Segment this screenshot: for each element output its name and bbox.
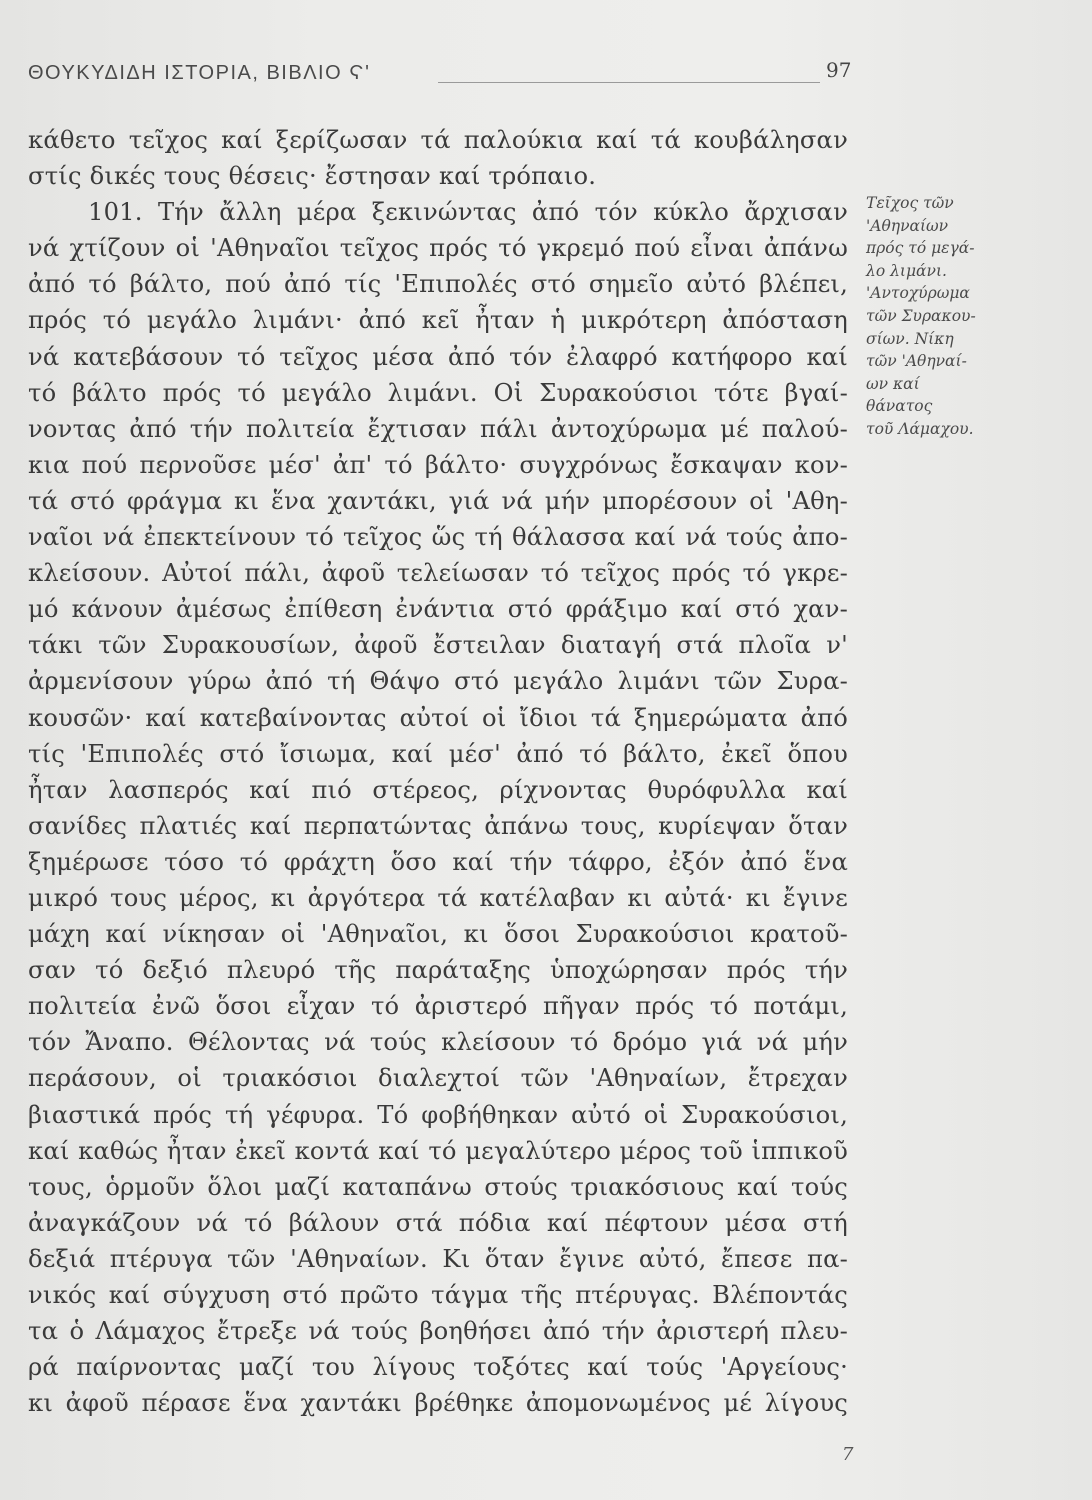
text-line: μάχη καί νίκησαν οἱ 'Αθηναῖοι, κι ὅσοι Συρακούσιοι κρατοῦ-	[28, 920, 848, 949]
text-line: ἀναγκάζουν νά τό βάλουν στά πόδια καί πέφτουν μέσα στή	[28, 1208, 848, 1237]
text-line: νά κατεβάσουν τό τεῖχος μέσα ἀπό τόν ἐλαφρό κατήφορο καί	[28, 342, 848, 371]
margin-note-line: λο λιμάνι.	[866, 261, 947, 280]
margin-note-line: τοῦ Λάμαχου.	[866, 419, 974, 438]
margin-note-line: Τεῖχος τῶν	[866, 194, 954, 212]
text-line: τόν Ἄναπο. Θέλοντας νά τούς κλείσουν τό δρόμο γιά νά μήν	[28, 1028, 848, 1057]
text-line: κια πού περνοῦσε μέσ' ἀπ' τό βάλτο· συγχρόνως ἔσκαψαν κον-	[28, 450, 848, 479]
margin-note-line: θάνατος	[866, 397, 933, 416]
text-line: ἦταν λασπερός καί πιό στέρεος, ρίχνοντας θυρόφυλλα καί	[28, 775, 848, 804]
text-line: σαν τό δεξιό πλευρό τῆς παράταξης ὑποχώρησαν πρός τήν	[28, 956, 848, 985]
text-line: κλείσουν. Αὐτοί πάλι, ἀφοῦ τελείωσαν τό τεῖχος πρός τό γκρε-	[28, 559, 848, 588]
margin-note-line: τῶν Συρακου-	[866, 306, 976, 325]
header-title: ΘΟΥΚΥΔΙΔΗ ΙΣΤΟΡΙΑ, ΒΙΒΛΙΟ Ϛ'	[28, 62, 371, 84]
text-line: στίς δικές τους θέσεις· ἔστησαν καί τρόπαιο.	[28, 162, 597, 191]
text-line: ξημέρωσε τόσο τό φράχτη ὅσο καί τήν τάφρο, ἐξόν ἀπό ἕνα	[28, 847, 848, 876]
text-line: ἀπό τό βάλτο, πού ἀπό τίς 'Επιπολές στό σημεῖο αὐτό βλέπει,	[28, 270, 848, 299]
text-line: τα ὁ Λάμαχος ἔτρεξε νά τούς βοηθήσει ἀπό τήν ἀριστερή πλευ-	[28, 1317, 848, 1346]
text-line: νικός καί σύγχυση στό πρῶτο τάγμα τῆς πτέρυγας. Βλέποντάς	[28, 1281, 848, 1309]
text-line: βιαστικά πρός τή γέφυρα. Τό φοβήθηκαν αὐτό οἱ Συρακούσιοι,	[28, 1100, 848, 1129]
text-line: δεξιά πτέρυγα τῶν 'Αθηναίων. Κι ὅταν ἔγινε αὐτό, ἔπεσε πα-	[28, 1244, 848, 1273]
text-line: νοντας ἀπό τήν πολιτεία ἔχτισαν πάλι ἀντοχύρωμα μέ παλού-	[28, 414, 848, 443]
text-line: κουσῶν· καί κατεβαίνοντας αὐτοί οἱ ἴδιοι τά ξημερώματα ἀπό	[28, 703, 848, 732]
text-line: μό κάνουν ἀμέσως ἐπίθεση ἐνάντια στό φράξιμο καί στό χαν-	[28, 595, 848, 624]
text-line: πολιτεία ἐνῶ ὅσοι εἶχαν τό ἀριστερό πῆγαν πρός τό ποτάμι,	[28, 992, 848, 1021]
page-number: 97	[826, 58, 852, 82]
margin-note-line: τῶν 'Αθηναί-	[866, 352, 967, 371]
text-line: τίς 'Επιπολές στό ἴσιωμα, καί μέσ' ἀπό τό βάλτο, ἐκεῖ ὅπου	[28, 739, 848, 768]
header-rule	[438, 82, 820, 83]
text-line: τους, ὁρμοῦν ὅλοι μαζί καταπάνω στούς τριακόσιους καί τούς	[28, 1172, 848, 1201]
text-line: περάσουν, οἱ τριακόσιοι διαλεχτοί τῶν 'Αθηναίων, ἔτρεχαν	[28, 1064, 848, 1093]
text-line: ρά παίρνοντας μαζί του λίγους τοξότες καί τούς 'Αργείους·	[28, 1353, 848, 1382]
text-line: τό βάλτο πρός τό μεγάλο λιμάνι. Οἱ Συρακούσιοι τότε βγαί-	[28, 378, 848, 407]
text-line: νά χτίζουν οἱ 'Αθηναῖοι τεῖχος πρός τό γκρεμό πού εἶναι ἀπάνω	[28, 234, 848, 263]
text-line: κάθετο τεῖχος καί ξερίζωσαν τά παλούκια καί τά κουβάλησαν	[28, 126, 848, 154]
margin-note-line: 'Αθηναίων	[866, 216, 949, 235]
text-line: ἀρμενίσουν γύρω ἀπό τή Θάψο στό μεγάλο λιμάνι τῶν Συρα-	[28, 667, 848, 696]
margin-note-line: σίων. Νίκη	[866, 329, 954, 348]
margin-note-line: 'Αντοχύρωμα	[866, 284, 970, 303]
text-line: ναῖοι νά ἐπεκτείνουν τό τεῖχος ὥς τή θάλασσα καί νά τούς ἀπο-	[28, 523, 848, 552]
text-line: πρός τό μεγάλο λιμάνι· ἀπό κεῖ ἦταν ἡ μικρότερη ἀπόσταση	[28, 306, 848, 335]
text-line: τά στό φράγμα κι ἕνα χαντάκι, γιά νά μήν μπορέσουν οἱ 'Αθη-	[28, 486, 848, 515]
text-line: καί καθώς ἦταν ἐκεῖ κοντά καί τό μεγαλύτερο μέρος τοῦ ἱππικοῦ	[28, 1136, 848, 1165]
margin-note-line: πρός τό μεγά-	[866, 239, 975, 258]
main-text	[28, 122, 848, 1421]
text-line: 101. Τήν ἄλλη μέρα ξεκινώντας ἀπό τόν κύκλο ἄρχισαν	[88, 198, 848, 227]
text-line: μικρό τους μέρος, κι ἀργότερα τά κατέλαβαν κι αὐτά· κι ἔγινε	[28, 883, 848, 912]
running-header	[28, 58, 852, 92]
signature-mark: 7	[842, 1444, 854, 1465]
text-line: κι ἀφοῦ πέρασε ἕνα χαντάκι βρέθηκε ἀπομονωμένος μέ λίγους	[28, 1389, 848, 1418]
text-line: σανίδες πλατιές καί περπατώντας ἀπάνω τους, κυρίεψαν ὅταν	[28, 811, 848, 840]
text-line: τάκι τῶν Συρακουσίων, ἀφοῦ ἔστειλαν διαταγή στά πλοῖα ν'	[28, 631, 848, 660]
margin-note	[866, 192, 1026, 441]
margin-note-line: ων καί	[866, 374, 920, 393]
